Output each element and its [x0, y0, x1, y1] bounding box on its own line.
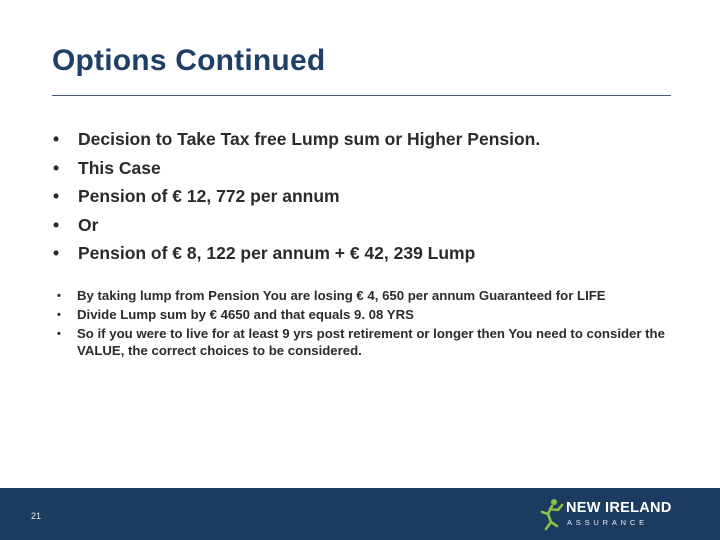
list-item: [53, 182, 540, 211]
bullet-icon: •: [53, 243, 60, 263]
list-item-text: Decision to Take Tax free Lump sum or Higher Pension.: [78, 129, 541, 149]
list-item-text: So if you were to live for at least 9 yrs post retirement or longer then You need to consider the VALUE, the correct choices to be considered.: [77, 326, 665, 358]
list-item-text: Pension of € 8, 122 per annum + € 42, 239 Lump: [78, 243, 476, 263]
bullet-icon: •: [53, 214, 60, 235]
list-item: [57, 325, 669, 359]
bullet-icon: •: [57, 309, 61, 321]
bullet-icon: •: [57, 290, 61, 302]
slide-title: Options Continued: [52, 44, 326, 77]
title-divider: [52, 95, 671, 96]
list-item: [53, 154, 540, 183]
list-item: [53, 211, 540, 240]
bullet-icon: •: [53, 157, 60, 178]
bullet-icon: •: [53, 186, 60, 206]
logo-subtitle: ASSURANCE: [567, 518, 648, 527]
logo-name: NEW IRELAND: [566, 500, 672, 516]
main-bullet-list: [53, 125, 540, 268]
list-item-text: By taking lump from Pension You are losing € 4, 650 per annum Guaranteed for LIFE: [77, 288, 606, 303]
list-item: [57, 287, 669, 304]
list-item-text: Divide Lump sum by € 4650 and that equals 9. 08 YRS: [77, 307, 414, 322]
runner-logo-icon: [538, 496, 566, 532]
detail-bullet-list: [57, 287, 669, 361]
list-item: [53, 239, 540, 268]
list-item: [57, 306, 669, 323]
bullet-icon: •: [53, 129, 60, 149]
list-item: [53, 125, 540, 154]
company-logo: [538, 496, 678, 532]
list-item-text: This Case: [78, 157, 161, 178]
list-item-text: Or: [78, 214, 99, 235]
bullet-icon: •: [57, 328, 61, 340]
page-number: 21: [31, 511, 42, 521]
list-item-text: Pension of € 12, 772 per annum: [78, 186, 340, 206]
footer-bar: [0, 488, 720, 540]
